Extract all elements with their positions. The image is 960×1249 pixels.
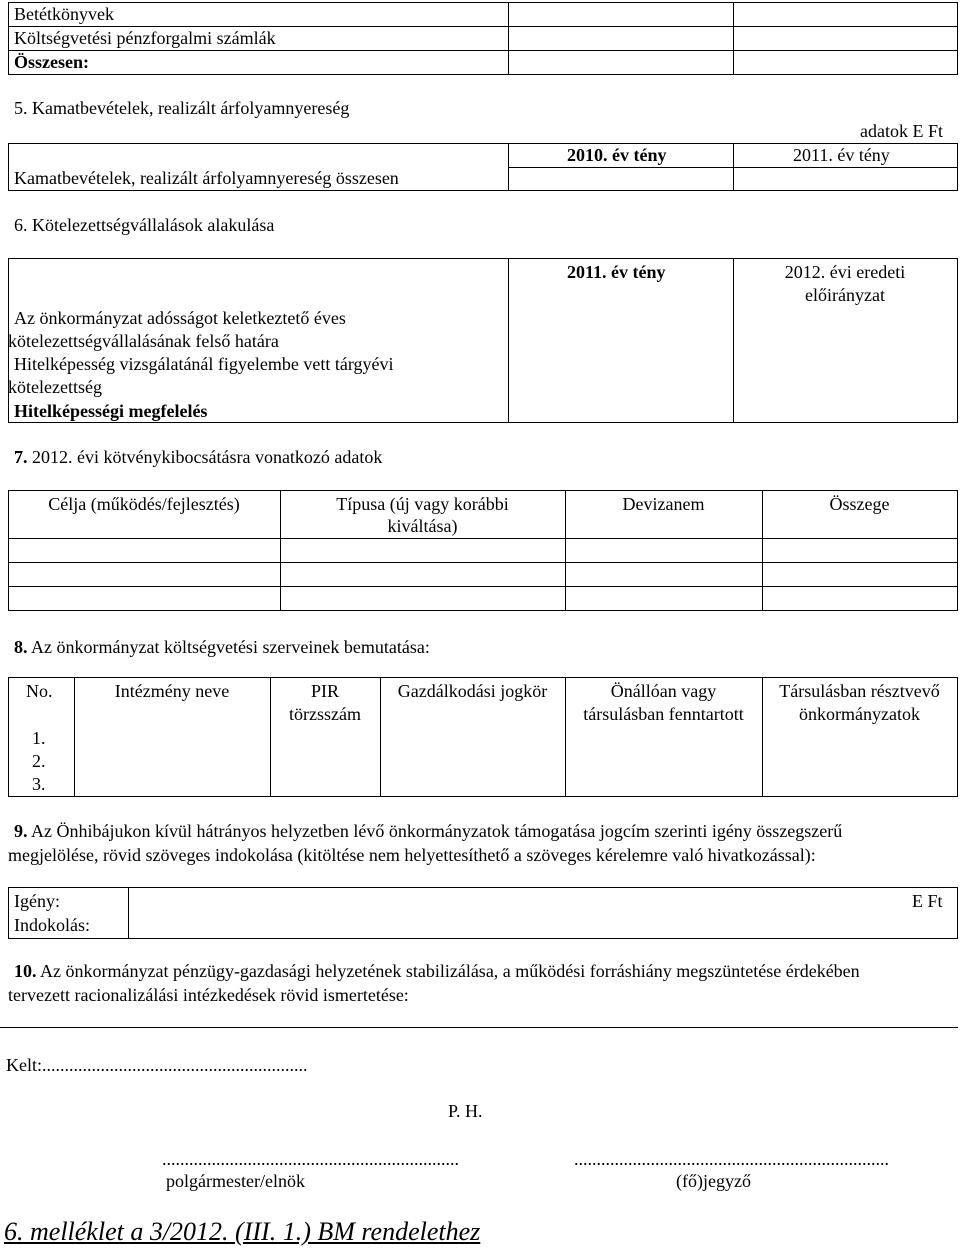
- section-7-title: [14, 446, 382, 468]
- row-number-2: 2.: [32, 751, 46, 771]
- ph-stamp-label: P. H.: [448, 1101, 483, 1121]
- section-8-number: 8.: [14, 637, 28, 657]
- section-9-line1: [14, 820, 842, 842]
- col-2011-ev-teny: 2011. év tény: [793, 145, 890, 165]
- signature-label-notary: (fő)jegyző: [676, 1171, 751, 1191]
- col-tarsulas-line2: önkormányzatok: [799, 704, 920, 724]
- section-5-title: 5. Kamatbevételek, realizált árfolyamnyereség: [14, 98, 350, 118]
- col-gazdalkodasi-jogkor: Gazdálkodási jogkör: [397, 681, 548, 701]
- col-2010-ev-teny: 2010. év tény: [567, 145, 667, 165]
- section-6-title: 6. Kötelezettségvállalások alakulása: [14, 215, 275, 235]
- unit-e-ft: E Ft: [912, 891, 943, 911]
- col-tarsulas-line1: Társulásban résztvevő: [779, 681, 940, 701]
- col-no: No.: [26, 681, 53, 701]
- label-indokolas: Indokolás:: [14, 915, 90, 935]
- annex-reference: 6. melléklet a 3/2012. (III. 1.) BM rendelethez: [4, 1217, 481, 1246]
- section-7-number: 7.: [14, 447, 28, 467]
- row-label-penzforgalmi: Költségvetési pénzforgalmi számlák: [14, 28, 276, 48]
- section-9-line2: megjelölése, rövid szöveges indokolása (kitöltése nem helyettesíthető a szöveges kérelemre való hivatkozással):: [8, 845, 816, 865]
- row-hitelkepesseg-line2: kötelezettség: [8, 377, 102, 397]
- col-tipusa-line2: kiváltása): [387, 516, 458, 536]
- label-igeny: Igény:: [14, 891, 60, 911]
- kelt-line: Kelt:...........................................................: [6, 1055, 308, 1075]
- row-label-betetkonyvek: Betétkönyvek: [14, 4, 114, 24]
- row-adossag-line2: kötelezettségvállalásának felső határa: [8, 331, 279, 351]
- section-10-answer-line: [0, 1027, 958, 1028]
- row-number-1: 1.: [32, 728, 46, 748]
- row-label-osszesen: Összesen:: [14, 52, 89, 72]
- section-7-text: 2012. évi kötvénykibocsátásra vonatkozó adatok: [27, 447, 383, 467]
- section-8-title: [14, 636, 430, 658]
- col-intezmeny-neve: Intézmény neve: [114, 681, 230, 701]
- col-2012-eredeti-line2: előirányzat: [805, 285, 885, 305]
- col-pir-line1: PIR: [310, 681, 339, 701]
- col-celja: Célja (működés/fejlesztés): [48, 494, 240, 514]
- section-5-unit: adatok E Ft: [860, 121, 943, 141]
- col-tipusa-line1: Típusa (új vagy korábbi: [336, 494, 509, 514]
- col-2011-ev-teny: 2011. év tény: [567, 262, 666, 282]
- col-onallo-line1: Önállóan vagy: [610, 681, 717, 701]
- col-osszege: Összege: [829, 494, 890, 514]
- signature-label-mayor: polgármester/elnök: [166, 1171, 305, 1191]
- section-9-number: 9.: [14, 821, 28, 841]
- row-number-3: 3.: [32, 774, 46, 794]
- section-10-line2: tervezett racionalizálási intézkedések rövid ismertetése:: [8, 985, 409, 1005]
- section-8-text: Az önkormányzat költségvetési szerveinek bemutatása:: [27, 637, 430, 657]
- section-10-text: Az önkormányzat pénzügy-gazdasági helyzetének stabilizálása, a működési forráshiány megszüntetése érdekében: [36, 961, 860, 981]
- signature-line-left: ..................................................................: [162, 1149, 459, 1169]
- section-9-text: Az Önhibájukon kívül hátrányos helyzetben lévő önkormányzatok támogatása jogcím szerinti igény összegszerű: [27, 821, 843, 841]
- row-kamatbevetelek-osszesen: Kamatbevételek, realizált árfolyamnyereség összesen: [14, 168, 399, 188]
- row-adossag-line1: Az önkormányzat adósságot keletkeztető éves: [14, 308, 346, 328]
- row-hitelkepesseg-line1: Hitelképesség vizsgálatánál figyelembe vett tárgyévi: [14, 354, 394, 374]
- col-2012-eredeti-line1: 2012. évi eredeti: [784, 262, 906, 282]
- section-10-line1: [14, 960, 860, 982]
- row-hitelkepessegi-megfeleles: Hitelképességi megfelelés: [14, 401, 208, 421]
- col-devizanem: Devizanem: [622, 494, 705, 514]
- signature-line-right: ......................................................................: [574, 1149, 889, 1169]
- col-pir-line2: törzsszám: [289, 704, 361, 724]
- section-10-number: 10.: [14, 961, 37, 981]
- col-onallo-line2: társulásban fenntartott: [583, 704, 744, 724]
